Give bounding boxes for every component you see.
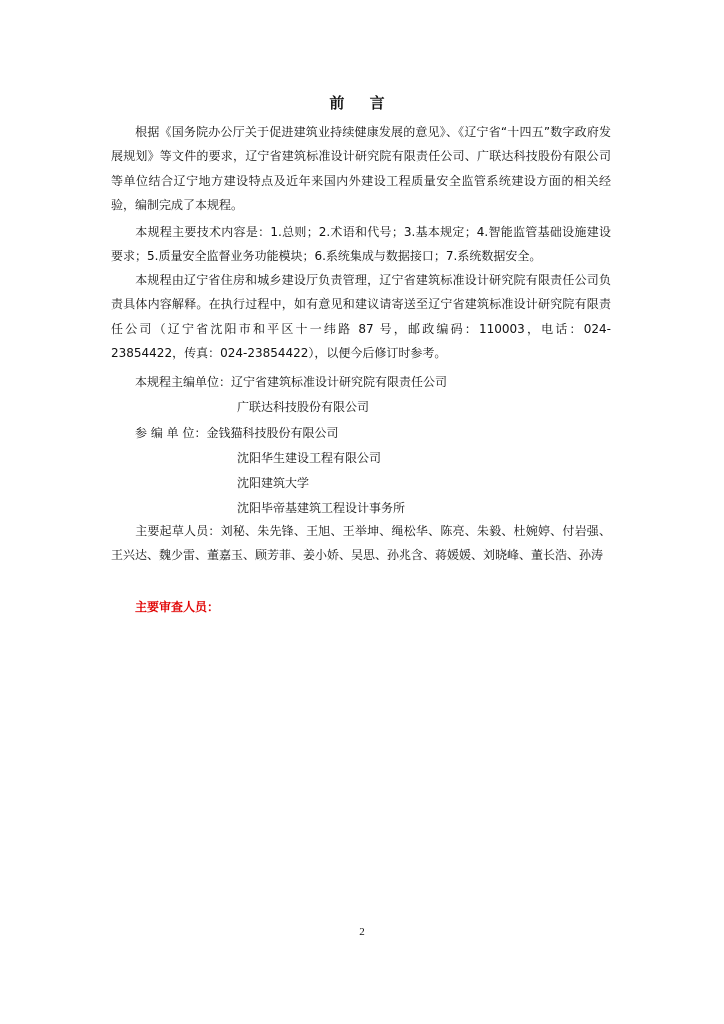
paragraph-basis-text: 根据《国务院办公厅关于促进建筑业持续健康发展的意见》、《辽宁省“十四五”数字政府发展规划》等文件的要求，辽宁省建筑标准设计研究院有限责任公司、广联达科技股份有限公司等单位结合辽宁地方建设特点及近年来国内外建设工程质量安全监管系统建设方面的相关经验，编制完成了本规程。 <box>111 125 611 212</box>
participant-unit: 沈阳毕帝基建筑工程设计事务所 <box>237 501 406 515</box>
paragraph-technical-content <box>111 220 611 269</box>
participants-line <box>135 421 338 445</box>
paragraph-basis <box>111 120 611 217</box>
chief-editor-line <box>135 370 447 394</box>
reviewers-label: 主要审查人员： <box>135 600 220 614</box>
paragraph-management <box>111 268 611 365</box>
chief-editor-unit: 广联达科技股份有限公司 <box>237 400 370 414</box>
drafters-label: 主要起草人员： <box>135 524 221 538</box>
participants-label: 参 编 单 位： <box>135 426 207 440</box>
paragraph-technical-content-text: 本规程主要技术内容是：1.总则；2.术语和代号；3.基本规定；4.智能监管基础设施建设要求；5.质量安全监督业务功能模块；6.系统集成与数据接口；7.系统数据安全。 <box>111 225 611 264</box>
chief-editor-label: 本规程主编单位： <box>135 375 232 389</box>
participant-unit: 沈阳华生建设工程有限公司 <box>237 451 382 465</box>
paragraph-management-text: 本规程由辽宁省住房和城乡建设厅负责管理，辽宁省建筑标准设计研究院有限责任公司负责具体内容解释。在执行过程中，如有意见和建议请寄送至辽宁省建筑标准设计研究院有限责任公司（辽宁省沈阳市和平区十一纬路 87 号，邮政编码：110003，电话：024-23854422，传真：024-23854422），以便今后修订时参考。 <box>111 273 611 360</box>
participant-unit: 沈阳建筑大学 <box>237 476 310 490</box>
drafters-paragraph <box>111 519 611 568</box>
drafters-names: 刘秘、朱先锋、王旭、王举坤、绳松华、陈亮、朱毅、杜婉婷、付岩强、王兴达、魏少雷、董嘉玉、顾芳菲、姜小娇、吴思、孙兆含、蒋媛媛、刘晓峰、董长浩、孙涛 <box>111 524 611 563</box>
participant-unit: 金钱猫科技股份有限公司 <box>206 426 339 440</box>
chief-editor-unit: 辽宁省建筑标准设计研究院有限责任公司 <box>231 375 448 389</box>
page-title: 前 言 <box>329 94 395 112</box>
page-number: 2 <box>359 926 365 938</box>
